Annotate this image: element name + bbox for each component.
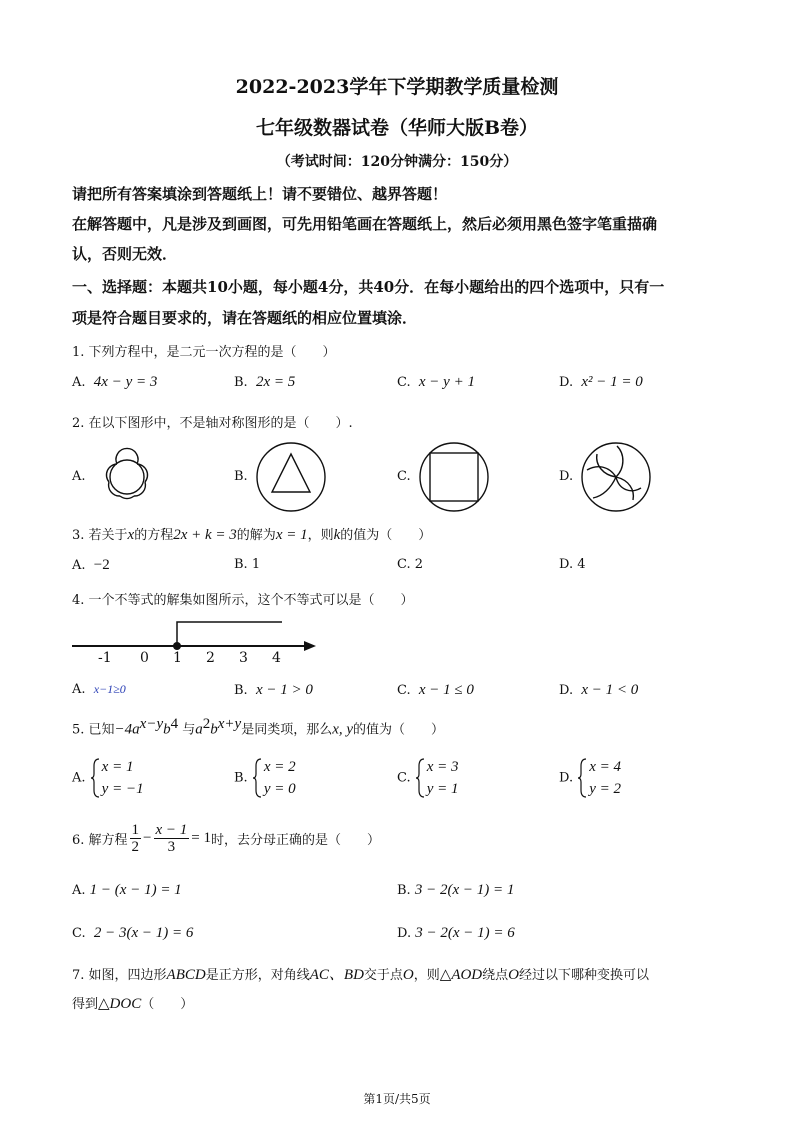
flower-icon xyxy=(92,442,162,512)
q6-option-b: B. 3 − 2(x − 1) = 1 xyxy=(397,882,515,898)
tick-label: 4 xyxy=(272,650,281,666)
q1-option-c: C. x − y + 1 xyxy=(397,374,475,390)
q2-option-a-label: A. xyxy=(72,469,86,484)
q6-option-d: D. 3 − 2(x − 1) = 6 xyxy=(397,925,515,941)
q5-option-a: A. x = 1 y = −1 xyxy=(72,759,144,797)
q4-option-d: D. x − 1 < 0 xyxy=(559,682,639,698)
tick-label: 1 xyxy=(173,650,182,666)
question-7-stem-line-2: 得到△DOC（ ） xyxy=(72,996,194,1012)
q4-option-b: B. x − 1 > 0 xyxy=(234,682,313,698)
q2-option-c-label: C. xyxy=(397,469,411,484)
q5-option-c: C. x = 3 y = 1 xyxy=(397,759,459,797)
brace-icon xyxy=(90,758,100,798)
q3-option-c: C. 2 xyxy=(397,557,424,572)
question-4-stem: 4. 一个不等式的解集如图所示，这个不等式可以是（ ） xyxy=(72,593,414,608)
q6-option-a: A. 1 − (x − 1) = 1 xyxy=(72,882,182,898)
question-6-stem: 6. 解方程 $\frac{1}{2}$ − $\frac{x - 1}{3}$ = 1时，去分母正确的是（ ） xyxy=(72,822,381,855)
q2-option-b-label: B. xyxy=(234,469,248,484)
exam-title: 2022-2023学年下学期教学质量检测 xyxy=(235,76,559,98)
q5-option-b: B. x = 2 y = 0 xyxy=(234,759,296,797)
q4-option-a: A. x−1≥0 xyxy=(72,682,126,697)
q1-option-a: A. 4x − y = 3 xyxy=(72,374,158,390)
notice-line-2b: 认，否则无效． xyxy=(72,245,178,263)
question-2-stem: 2. 在以下图形中，不是轴对称图形的是（ ）. xyxy=(72,416,353,431)
section-heading-a: 一、选择题：本题共10小题，每小题4分，共40分．在每小题给出的四个选项中，只有一 xyxy=(72,278,665,296)
q4-option-c: C. x − 1 ≤ 0 xyxy=(397,682,474,698)
q6-option-c: C. 2 − 3(x − 1) = 6 xyxy=(72,925,194,941)
question-5-stem: 5. 已知$-4a^{x-y}b^4$ 与$a^2b^{x+y}$是同类项，那么x, y的值为（ ） xyxy=(72,716,445,738)
solution-ray xyxy=(177,622,282,644)
tick-label: -1 xyxy=(98,650,112,666)
tick-label: 0 xyxy=(140,650,149,666)
q3-option-d: D. 4 xyxy=(559,557,586,572)
q3-option-b: B. 1 xyxy=(234,557,261,572)
square-in-circle-icon xyxy=(417,440,491,514)
question-3-stem: 3. 若关于x的方程2x + k = 3的解为x = 1，则k的值为（ ） xyxy=(72,527,432,543)
page-number: 第1页/共5页 xyxy=(363,1092,431,1106)
swirl-circle-icon xyxy=(579,440,653,514)
q2-option-d-label: D. xyxy=(559,469,574,484)
q1-option-b: B. 2x = 5 xyxy=(234,374,296,390)
q5-option-d: D. x = 4 y = 2 xyxy=(559,759,622,797)
q3-option-a: A. −2 xyxy=(72,557,110,573)
tick-label: 3 xyxy=(239,650,248,666)
tick-label: 2 xyxy=(206,650,215,666)
q1-option-d: D. x² − 1 = 0 xyxy=(559,374,643,390)
notice-line-1: 请把所有答案填涂到答题纸上！请不要错位、越界答题！ xyxy=(72,185,448,203)
question-1-stem: 1. 下列方程中，是二元一次方程的是（ ） xyxy=(72,345,336,360)
number-line-arrow-icon xyxy=(304,641,316,651)
triangle-in-circle-icon xyxy=(254,440,328,514)
exam-subtitle: 七年级数器试卷（华师大版B卷） xyxy=(255,117,539,139)
exam-info: （考试时间：120分钟满分：150分） xyxy=(276,154,518,170)
section-heading-b: 项是符合题目要求的，请在答题纸的相应位置填涂． xyxy=(72,309,418,327)
brace-icon xyxy=(577,758,587,798)
question-7-stem-line-1: 7. 如图，四边形ABCD是正方形，对角线AC、BD交于点O，则△AOD绕点O经过以下哪种变换可以 xyxy=(72,967,650,983)
brace-icon xyxy=(252,758,262,798)
brace-icon xyxy=(415,758,425,798)
notice-line-2a: 在解答题中，凡是涉及到画图，可先用铅笔画在答题纸上，然后必须用黑色签字笔重描确 xyxy=(72,215,658,233)
closed-point xyxy=(173,642,181,650)
